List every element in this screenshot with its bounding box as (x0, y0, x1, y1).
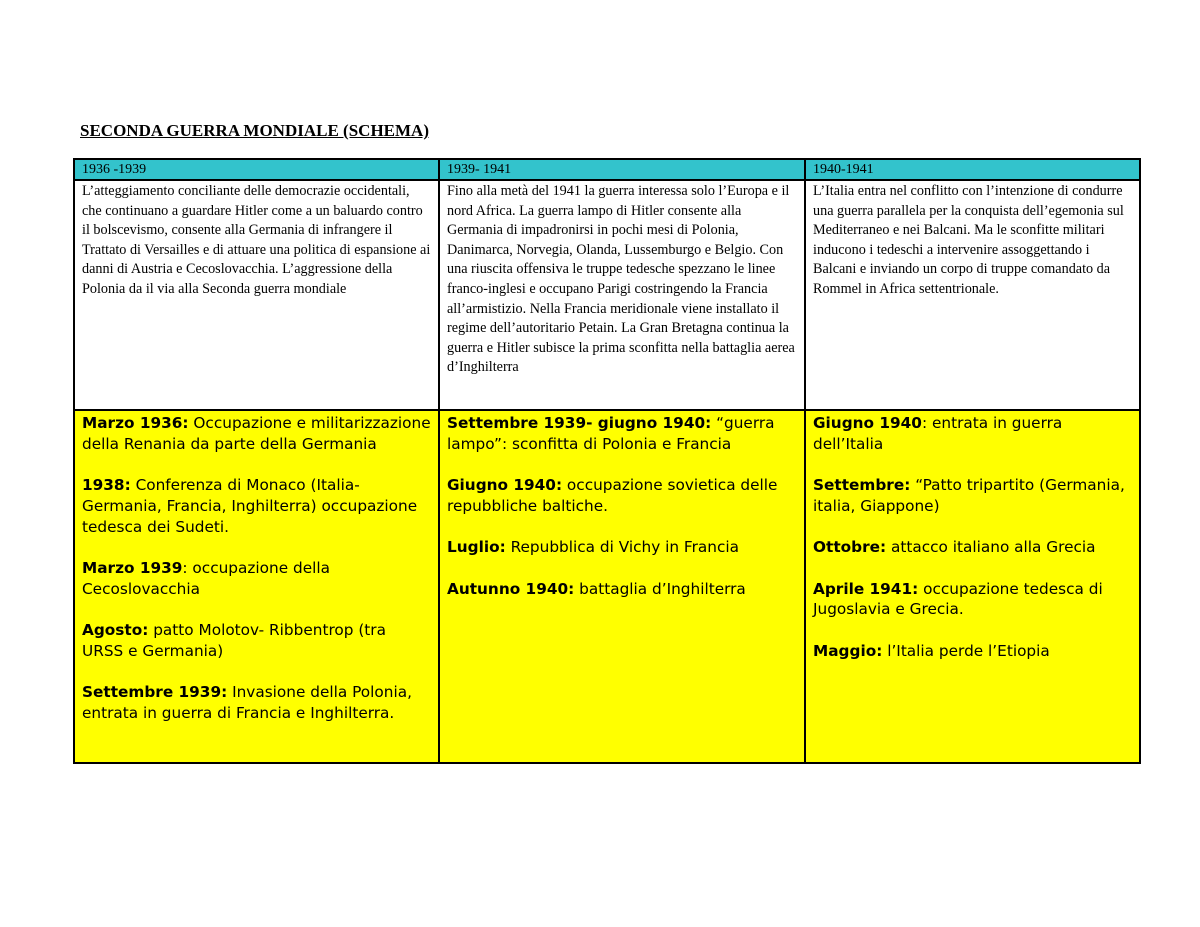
events-cell-2 (439, 410, 805, 763)
event-text: Invasione della Polonia, entrata in guerra di Francia e Inghilterra. (82, 683, 412, 722)
event-item (447, 475, 798, 516)
event-item (82, 682, 432, 723)
event-date: Marzo 1939 (82, 558, 183, 577)
period-header-3: 1940-1941 (805, 159, 1140, 180)
event-date: Giugno 1940 (813, 414, 922, 432)
event-text: Conferenza di Monaco (Italia-Germania, Francia, Inghilterra) occupazione tedesca dei Sudeti. (82, 476, 418, 536)
event-item (447, 579, 798, 600)
event-item (813, 413, 1133, 454)
event-text: occupazione tedesca di Jugoslavia e Grecia. (813, 579, 1103, 619)
period-header-row (74, 159, 1140, 180)
page-title: SECONDA GUERRA MONDIALE (SCHEMA) (80, 121, 429, 140)
event-item (447, 413, 798, 454)
description-cell-1: L’atteggiamento conciliante delle democrazie occidentali, che continuano a guardare Hitler come a un baluardo contro il bolscevismo, consente alla Germania di infrangere il Trattato di Versailles e di attuare una politica di espansione ai danni di Austria e Cecoslovacchia. L’aggressione della Polonia da il via alla Seconda guerra mondiale (74, 180, 439, 410)
event-text: attacco italiano alla Grecia (886, 538, 1096, 557)
event-date: Maggio: (813, 641, 883, 660)
events-cell-3 (805, 410, 1140, 763)
schema-table (73, 158, 1141, 764)
events-row (74, 410, 1140, 763)
description-row (74, 180, 1140, 410)
event-date: Settembre 1939: (82, 683, 228, 702)
event-text: : entrata in guerra dell’Italia (813, 414, 1063, 453)
event-text: Occupazione e militarizzazione della Renania da parte della Germania (82, 414, 431, 453)
events-cell-1 (74, 410, 439, 763)
event-date: Luglio: (447, 538, 506, 557)
event-item (82, 413, 432, 454)
event-item (813, 537, 1133, 558)
event-date: Giugno 1940: (447, 476, 563, 495)
event-item (813, 579, 1133, 620)
period-header-1: 1936 -1939 (74, 159, 439, 180)
event-date: 1938: (82, 476, 131, 495)
description-cell-3: L’Italia entra nel conflitto con l’intenzione di condurre una guerra parallela per la conquista dell’egemonia sul Mediterraneo e nei Balcani. Ma le sconfitte militari inducono i tedeschi a intervenire assoggettando i Balcani e inviando un corpo di truppe comandato da Rommel in Africa settentrionale. (805, 180, 1140, 410)
event-date: Settembre 1939- giugno 1940: (447, 414, 712, 432)
event-item (813, 475, 1133, 516)
event-text: patto Molotov- Ribbentrop (tra URSS e Germania) (82, 620, 386, 660)
event-item (82, 558, 432, 599)
event-date: Marzo 1936: (82, 414, 189, 432)
event-item (813, 641, 1133, 662)
event-text: l’Italia perde l’Etiopia (882, 641, 1050, 660)
event-item (82, 475, 432, 537)
period-header-2: 1939- 1941 (439, 159, 805, 180)
event-item (82, 620, 432, 661)
event-text: “Patto tripartito (Germania, italia, Giappone) (813, 476, 1125, 515)
event-text: occupazione sovietica delle repubbliche baltiche. (447, 476, 778, 515)
event-date: Aprile 1941: (813, 579, 919, 598)
event-date: Ottobre: (813, 538, 887, 557)
description-cell-2: Fino alla metà del 1941 la guerra interessa solo l’Europa e il nord Africa. La guerra lampo di Hitler consente alla Germania di impadronirsi in pochi mesi di Polonia, Danimarca, Norvegia, Olanda, Lussemburgo e Belgio. Con una riuscita offensiva le truppe tedesche spezzano le linee franco-inglesi e occupano Parigi costringendo la Francia all’armistizio. Nella Francia meridionale viene installato il regime dell’autoritario Petain. La Gran Bretagna continua la guerra e Hitler subisce la prima sconfitta nella battaglia aerea d’Inghilterra (439, 180, 805, 410)
event-text: battaglia d’Inghilterra (574, 579, 746, 598)
event-text: “guerra lampo”: sconfitta di Polonia e Francia (447, 414, 775, 453)
event-date: Settembre: (813, 476, 911, 495)
event-date: Autunno 1940: (447, 579, 575, 598)
event-text: : occupazione della Cecoslovacchia (82, 558, 330, 598)
event-item (447, 537, 798, 558)
event-date: Agosto: (82, 620, 149, 639)
event-text: Repubblica di Vichy in Francia (505, 538, 739, 557)
